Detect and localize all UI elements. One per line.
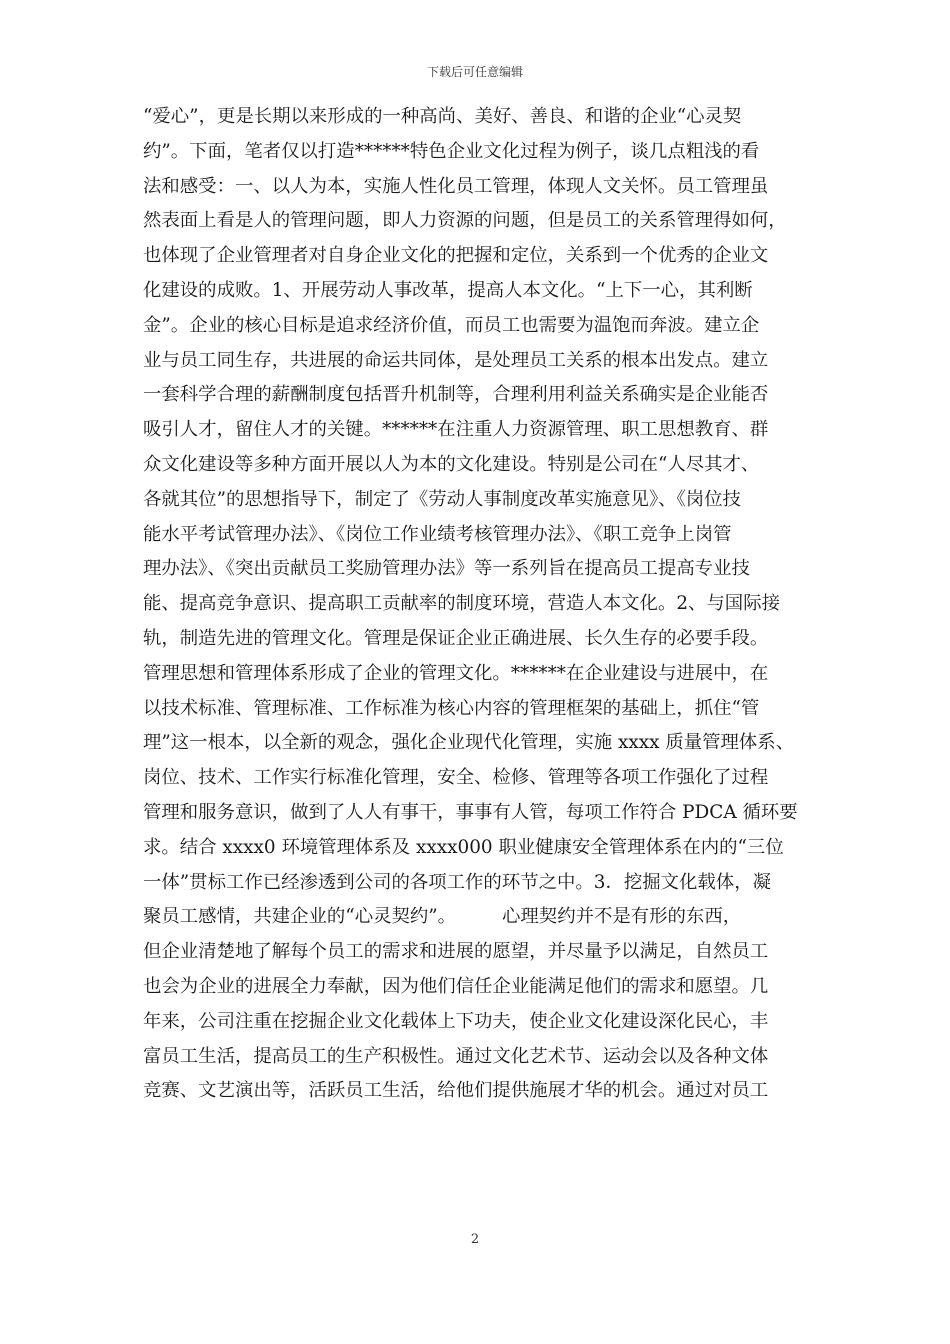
text-line: 管理和服务意识，做到了人人有事干，事事有人管，每项工作符合 PDCA 循环要 (143, 801, 798, 823)
text-line: 化建设的成败。1、开展劳动人事改革，提高人本文化。“上下一心，其利断 (143, 279, 753, 301)
text-line: 求。结合 xxxx0 环境管理体系及 xxxx000 职业健康安全管理体系在内的“三位 (143, 836, 784, 858)
text-line: 富员工生活，提高员工的生产积极性。通过文化艺术节、运动会以及各种文体 (143, 1045, 769, 1067)
text-line: 年来，公司注重在挖掘企业文化载体上下功夫，使企业文化建设深化民心，丰 (143, 1010, 769, 1032)
page-number: 2 (470, 1232, 480, 1247)
text-line: 但企业清楚地了解每个员工的需求和进展的愿望，并尽量予以满足，自然员工 (143, 941, 769, 963)
text-line: 管理思想和管理体系形成了企业的管理文化。******在企业建设与进展中，在 (143, 662, 769, 684)
text-line: 业与员工同生存，共进展的命运共同体，是处理员工关系的根本出发点。建立 (143, 349, 769, 371)
text-line: 一体”贯标工作已经渗透到公司的各项工作的环节之中。3．挖掘文化载体，凝 (143, 871, 771, 893)
text-line: 众文化建设等多种方面开展以人为本的文化建设。特别是公司在“人尽其才、 (143, 453, 760, 475)
text-line: 也体现了企业管理者对自身企业文化的把握和定位，关系到一个优秀的企业文 (143, 245, 769, 267)
text-line: 法和感受：一、以人为本，实施人性化员工管理，体现人文关怀。员工管理虽 (143, 175, 769, 197)
text-line: 然表面上看是人的管理问题，即人力资源的问题，但是员工的关系管理得如何， (143, 210, 787, 232)
text-line: 吸引人才，留住人才的关键。******在注重人力资源管理、职工思想教育、群 (143, 419, 769, 441)
text-line: 也会为企业的进展全力奉献，因为他们信任企业能满足他们的需求和愿望。几 (143, 975, 769, 997)
text-line: 竞赛、文艺演出等，活跃员工生活，给他们提供施展才华的机会。通过对员工 (143, 1080, 769, 1102)
text-line: 能水平考试管理办法》、《岗位工作业绩考核管理办法》、《职工竞争上岗管 (143, 523, 732, 545)
text-line: 金”。企业的核心目标是追求经济价值，而员工也需要为温饱而奔波。建立企 (143, 314, 760, 336)
text-line: 理”这一根本，以全新的观念，强化企业现代化管理，实施 xxxx 质量管理体系、 (143, 732, 795, 754)
text-line: 一套科学合理的薪酬制度包括晋升机制等，合理利用利益关系确实是企业能否 (143, 384, 769, 406)
text-line: 能、提高竞争意识、提高职工贡献率的制度环境，营造人本文化。2、与国际接 (143, 593, 780, 615)
text-line: “爱心”，更是长期以来形成的一种高尚、美好、善良、和谐的企业“心灵契 (143, 106, 742, 127)
text-line: 聚员工感情，共建企业的“心灵契约”。 心理契约并不是有形的东西， (143, 906, 742, 928)
page-header-note: 下载后可任意编辑 (426, 65, 523, 79)
text-line: 轨，制造先进的管理文化。管理是保证企业正确进展、长久生存的必要手段。 (143, 627, 769, 649)
text-line: 约”。下面，笔者仅以打造******特色企业文化过程为例子，谈几点粗浅的看 (143, 140, 760, 162)
text-line: 以技术标准、管理标准、工作标准为核心内容的管理框架的基础上，抓住“管 (143, 697, 760, 719)
text-line: 岗位、技术、工作实行标准化管理，安全、检修、管理等各项工作强化了过程 (143, 767, 769, 789)
text-line: 各就其位”的思想指导下，制定了《劳动人事制度改革实施意见》、《岗位技 (143, 488, 741, 510)
document-body (143, 100, 808, 1109)
text-line: 理办法》、《突出贡献员工奖励管理办法》等一系列旨在提高员工提高专业技 (143, 558, 750, 580)
